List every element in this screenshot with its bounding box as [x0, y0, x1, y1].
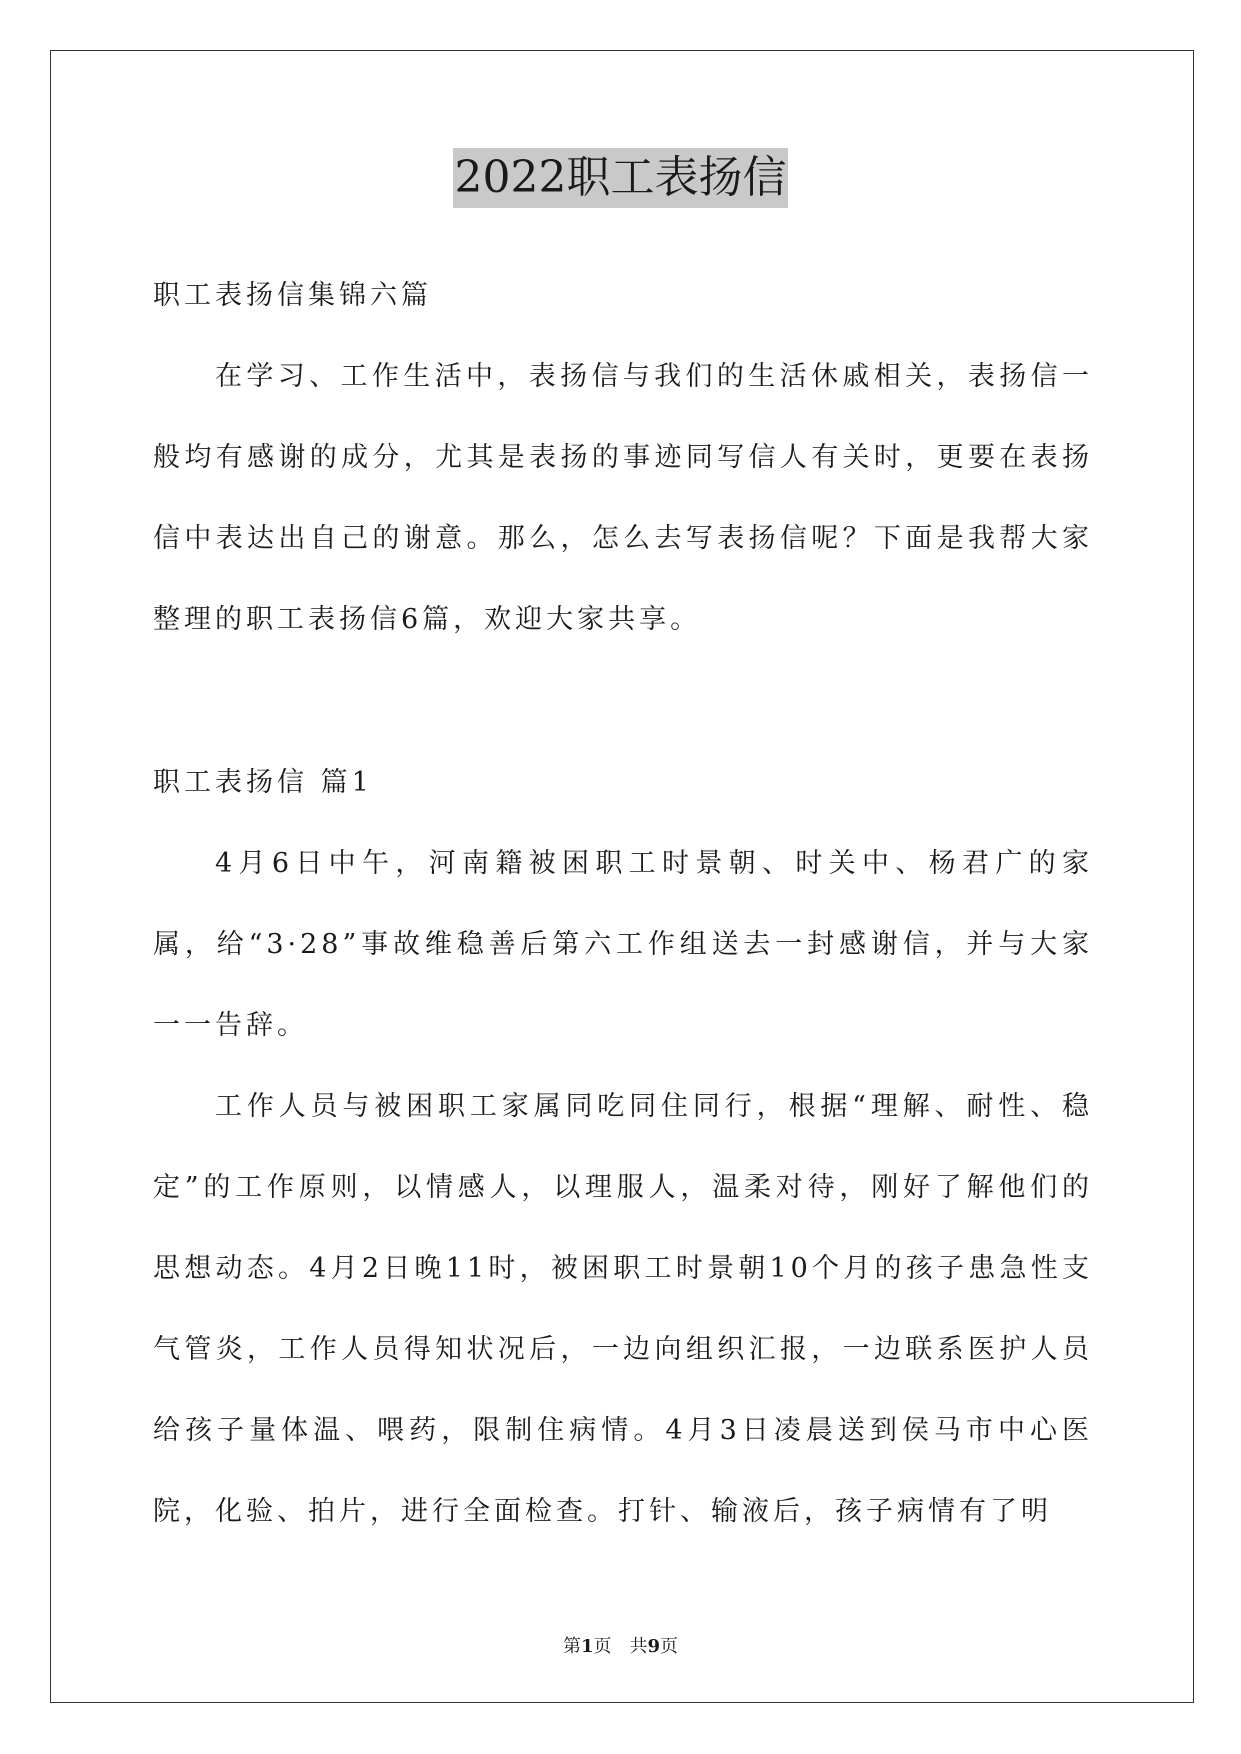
title-container [0, 148, 1241, 208]
page-suffix: 页 [660, 1636, 679, 1657]
section-gap [153, 660, 1093, 742]
page-total: 9 [647, 1636, 661, 1657]
document-title: 2022职工表扬信 [453, 148, 789, 208]
subtitle: 职工表扬信集锦六篇 [153, 280, 432, 311]
body-paragraph-1: 4月6日中午，河南籍被困职工时景朝、时关中、杨君广的家属，给“3·28”事故维稳善后第六工作组送去一封感谢信，并与大家一一告辞。 [153, 848, 1093, 1041]
intro-paragraph: 在学习、工作生活中，表扬信与我们的生活休戚相关，表扬信一般均有感谢的成分，尤其是表扬的事迹同写信人有关时，更要在表扬信中表达出自己的谢意。那么，怎么去写表扬信呢？下面是我帮大家整理的职工表扬信6篇，欢迎大家共享。 [153, 361, 1093, 635]
page-mid: 页 共 [593, 1636, 648, 1657]
page-footer [0, 1632, 1241, 1658]
section-heading: 职工表扬信 篇1 [153, 767, 373, 798]
document-body [153, 255, 1093, 1552]
body-paragraph-2: 工作人员与被困职工家属同吃同住同行，根据“理解、耐性、稳定”的工作原则，以情感人，以理服人，温柔对待，刚好了解他们的思想动态。4月2日晚11时，被困职工时景朝10个月的孩子患急性支气管炎，工作人员得知状况后，一边向组织汇报，一边联系医护人员给孩子量体温、喂药，限制住病情。4月3日凌晨送到侯马市中心医院，化验、拍片，进行全面检查。打针、输液后，孩子病情有了明 [153, 1091, 1093, 1527]
page-current: 1 [580, 1636, 594, 1657]
page-prefix: 第 [562, 1636, 581, 1657]
